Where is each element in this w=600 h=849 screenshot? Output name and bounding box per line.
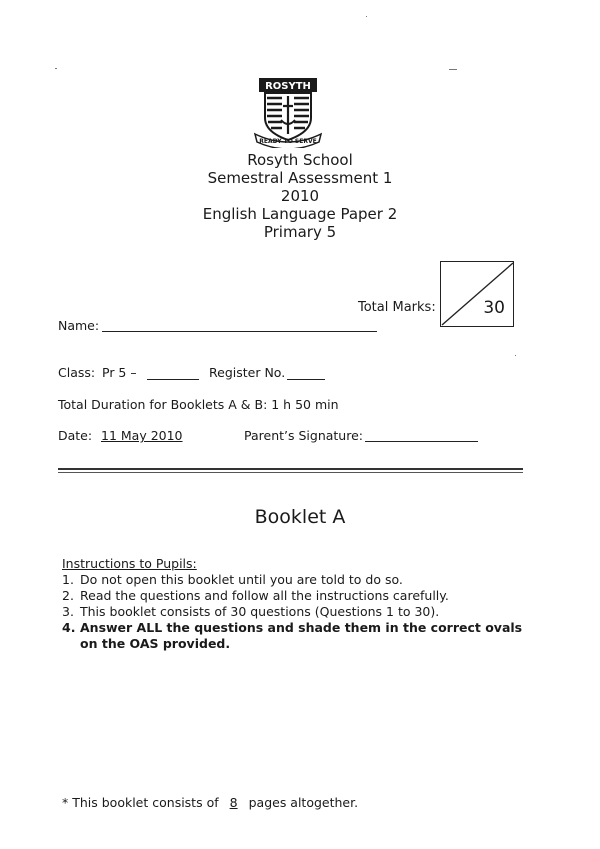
class-line[interactable]	[147, 365, 199, 380]
total-marks-value: 30	[483, 298, 505, 318]
page-count-prefix: * This booklet consists of	[62, 795, 219, 810]
scan-speck	[449, 69, 457, 70]
date-label: Date:	[58, 428, 93, 443]
name-label: Name:	[58, 318, 100, 333]
school-name: Rosyth School	[247, 151, 353, 169]
assessment-title: Semestral Assessment 1	[207, 169, 393, 187]
total-marks-label: Total Marks:	[358, 300, 436, 315]
scan-speck	[366, 16, 367, 17]
school-crest-logo	[253, 76, 323, 148]
page-count-value: 8	[229, 795, 238, 810]
booklet-title: Booklet A	[254, 506, 346, 528]
signature-label: Parent’s Signature:	[244, 428, 363, 443]
total-marks-box	[440, 261, 514, 327]
instruction-item: 2. Read the questions and follow all the instructions carefully.	[62, 588, 449, 603]
page-count-note	[62, 795, 358, 810]
crest-banner-text: ROSYTH	[265, 81, 311, 92]
level-title: Primary 5	[263, 223, 337, 241]
divider-rule	[58, 472, 523, 473]
date-value: 11 May 2010	[101, 428, 183, 443]
paper-title: English Language Paper 2	[202, 205, 398, 223]
exam-header	[0, 151, 600, 241]
instruction-item: 3. This booklet consists of 30 questions (Questions 1 to 30).	[62, 604, 440, 619]
scan-speck	[515, 355, 516, 356]
instruction-item: 1. Do not open this booklet until you are told to do so.	[62, 572, 403, 587]
register-label: Register No.	[209, 365, 286, 380]
page-count-suffix: pages altogether.	[248, 795, 359, 810]
assessment-year: 2010	[280, 187, 320, 205]
instructions-heading: Instructions to Pupils:	[62, 556, 197, 571]
duration-text: Total Duration for Booklets A & B: 1 h 50 min	[58, 397, 339, 412]
class-label: Class:	[58, 365, 96, 380]
crest-motto-text: READY TO SERVE	[259, 138, 317, 145]
name-line[interactable]	[102, 317, 377, 332]
instructions-block	[62, 556, 542, 652]
instruction-item: 4. Answer ALL the questions and shade them in the correct ovals on the OAS provided.	[62, 620, 523, 651]
scan-speck	[55, 68, 57, 69]
signature-line[interactable]	[365, 427, 478, 442]
class-prefix: Pr 5 –	[102, 365, 137, 380]
register-line[interactable]	[287, 365, 325, 380]
divider-rule	[58, 468, 523, 470]
